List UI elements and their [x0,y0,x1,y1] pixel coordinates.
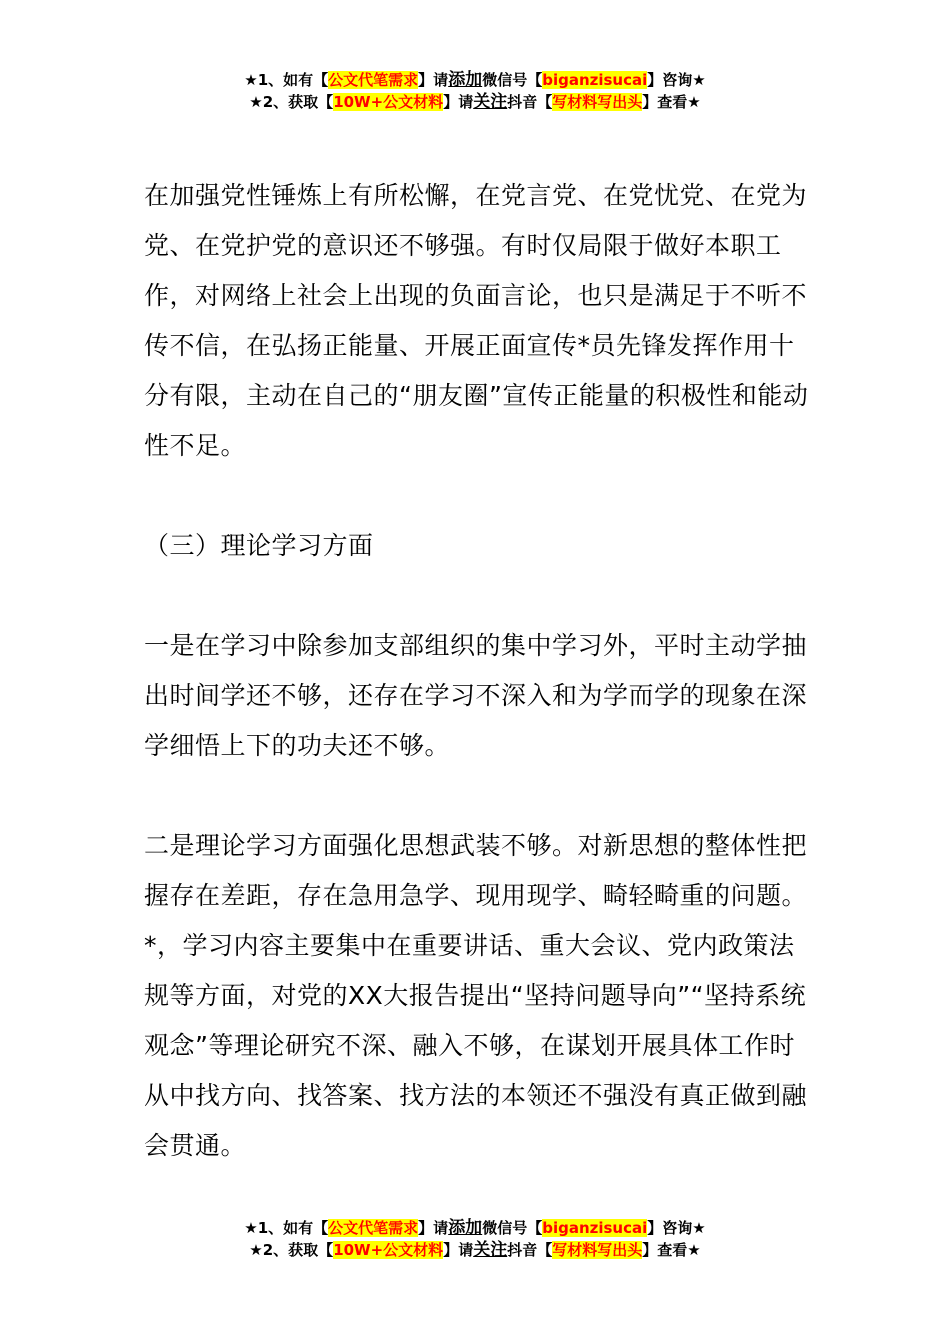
banner-highlight: biganzisucai [542,71,648,89]
banner-text: 】请 [418,1219,449,1237]
banner-text: 】请 [443,1241,474,1259]
banner-line-1 [0,1217,950,1239]
header-banner [0,69,950,113]
banner-line-2 [0,91,950,113]
banner-highlight: 公文代笔需求 [328,1219,419,1237]
banner-line-2 [0,1239,950,1261]
banner-text: 】查看★ [642,1241,701,1259]
banner-text: 】咨询★ [647,1219,706,1237]
banner-emphasis: 添加 [448,70,483,90]
banner-highlight: 公文代笔需求 [328,71,419,89]
banner-text: ★2、获取【 [249,1241,334,1259]
banner-text: 】请 [418,71,449,89]
banner-text: 】请 [443,93,474,111]
paragraph-study-time: 一是在学习中除参加支部组织的集中学习外，平时主动学抽出时间学还不够，还存在学习不深入和为学而学的现象在深学细悟上下的功夫还不够。 [144,631,808,760]
banner-text: 】查看★ [642,93,701,111]
banner-emphasis: 关注 [473,92,508,112]
banner-text: 微信号【 [482,1219,543,1237]
footer-banner [0,1217,950,1261]
banner-highlight: 写材料写出头 [552,1241,643,1259]
banner-emphasis: 关注 [473,1240,508,1260]
banner-line-1 [0,69,950,91]
banner-highlight: 10W+公文材料 [333,1241,444,1259]
banner-highlight: biganzisucai [542,1219,648,1237]
banner-text: ★1、如有【 [244,1219,329,1237]
paragraph-party-spirit: 在加强党性锤炼上有所松懈，在党言党、在党忧党、在党为党、在党护党的意识还不够强。有时仅局限于做好本职工作，对网络上社会上出现的负面言论，也只是满足于不听不传不信，在弘扬正能量、开展正面宣传*员先锋发挥作用十分有限，主动在自己的“朋友圈”宣传正能量的积极性和能动性不足。 [144,181,809,460]
banner-emphasis: 添加 [448,1218,483,1238]
banner-text: ★1、如有【 [244,71,329,89]
banner-text: 抖音【 [507,93,553,111]
paragraph-theory-armament: 二是理论学习方面强化思想武装不够。对新思想的整体性把握存在差距，存在急用急学、现用现学、畸轻畸重的问题。*，学习内容主要集中在重要讲话、重大会议、党内政策法规等方面，对党的XX大报告提出“坚持问题导向”“坚持系统观念”等理论研究不深、融入不够，在谋划开展具体工作时从中找方向、找答案、找方法的本领还不强没有真正做到融会贯通。 [144,831,808,1160]
banner-text: ★2、获取【 [249,93,334,111]
banner-text: 抖音【 [507,1241,553,1259]
section-heading-theory-study: （三）理论学习方面 [144,531,374,560]
banner-text: 】咨询★ [647,71,706,89]
banner-highlight: 10W+公文材料 [333,93,444,111]
document-body [144,171,812,1171]
banner-text: 微信号【 [482,71,543,89]
banner-highlight: 写材料写出头 [552,93,643,111]
